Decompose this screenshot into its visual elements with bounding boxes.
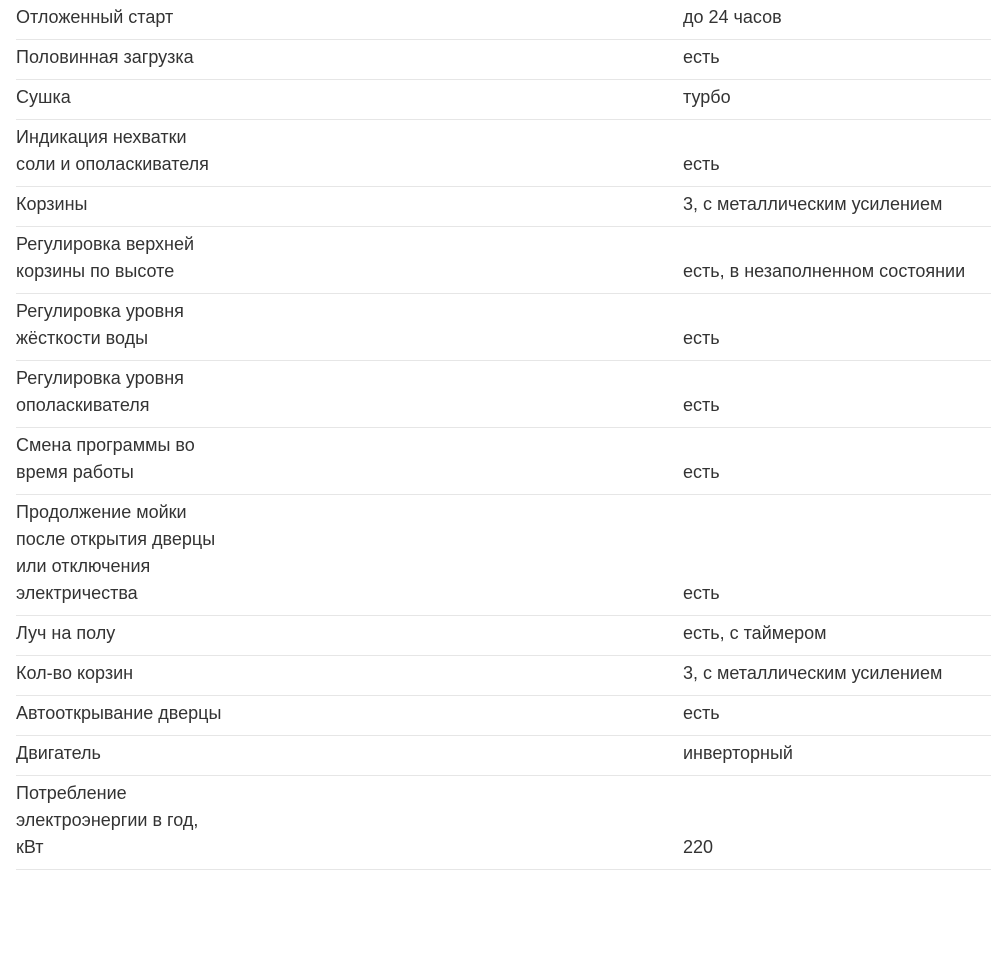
spec-label	[16, 432, 683, 486]
spec-value: 3, с металлическим усилением	[683, 663, 943, 683]
spec-label	[16, 740, 683, 767]
spec-label	[16, 84, 683, 111]
spec-label-line: время работы	[16, 462, 134, 482]
spec-value: 3, с металлическим усилением	[683, 194, 943, 214]
spec-label-line: электричества	[16, 583, 138, 603]
spec-label-line: ополаскивателя	[16, 395, 150, 415]
spec-row-salt-indicator	[16, 120, 991, 187]
specs-table	[16, 0, 991, 870]
spec-label	[16, 660, 683, 687]
spec-label	[16, 499, 683, 607]
spec-label	[16, 231, 683, 285]
spec-row-water-hardness	[16, 294, 991, 361]
spec-value: есть	[683, 703, 720, 723]
spec-label	[16, 191, 683, 218]
spec-value: инверторный	[683, 743, 793, 763]
spec-label-line: соли и ополаскивателя	[16, 154, 209, 174]
spec-label	[16, 44, 683, 71]
spec-label	[16, 780, 683, 861]
spec-row-drying	[16, 80, 991, 120]
spec-label-line: Регулировка верхней	[16, 234, 195, 254]
spec-label-line: корзины по высоте	[16, 261, 175, 281]
spec-row-baskets	[16, 187, 991, 227]
spec-value: есть	[683, 583, 720, 603]
spec-row-program-change	[16, 428, 991, 495]
spec-row-half-load	[16, 40, 991, 80]
spec-label-line: Индикация нехватки	[16, 127, 187, 147]
spec-row-floor-beam	[16, 616, 991, 656]
spec-row-upper-basket-adjust	[16, 227, 991, 294]
spec-row-resume-washing	[16, 495, 991, 616]
spec-row-delayed-start	[16, 0, 991, 40]
spec-label-line: или отключения	[16, 556, 151, 576]
spec-value: есть	[683, 47, 720, 67]
spec-value: до 24 часов	[683, 7, 782, 27]
spec-value: есть	[683, 154, 720, 174]
spec-value: есть	[683, 395, 720, 415]
spec-row-auto-door-open	[16, 696, 991, 736]
spec-label	[16, 124, 683, 178]
spec-row-basket-count	[16, 656, 991, 696]
spec-label	[16, 620, 683, 647]
spec-label-line: жёсткости воды	[16, 328, 149, 348]
spec-label-line: Сушка	[16, 87, 71, 107]
spec-value: есть	[683, 462, 720, 482]
spec-label-line: Регулировка уровня	[16, 301, 184, 321]
spec-value: 220	[683, 837, 714, 857]
spec-label-line: электроэнергии в год,	[16, 810, 199, 830]
spec-label-line: Смена программы во	[16, 435, 195, 455]
spec-label-line: Половинная загрузка	[16, 47, 194, 67]
spec-row-energy-consumption	[16, 776, 991, 870]
spec-label	[16, 365, 683, 419]
spec-label-line: после открытия дверцы	[16, 529, 216, 549]
spec-value: есть, в незаполненном состоянии	[683, 261, 966, 281]
spec-label-line: Корзины	[16, 194, 88, 214]
spec-label-line: Потребление	[16, 783, 127, 803]
spec-label	[16, 4, 683, 31]
spec-label	[16, 700, 683, 727]
spec-label-line: кВт	[16, 837, 44, 857]
spec-label-line: Регулировка уровня	[16, 368, 184, 388]
spec-value: есть, с таймером	[683, 623, 827, 643]
spec-row-rinse-aid-level	[16, 361, 991, 428]
spec-label-line: Автооткрывание дверцы	[16, 703, 222, 723]
spec-label-line: Кол-во корзин	[16, 663, 134, 683]
spec-value: есть	[683, 328, 720, 348]
spec-label-line: Луч на полу	[16, 623, 116, 643]
spec-value: турбо	[683, 87, 731, 107]
spec-row-motor	[16, 736, 991, 776]
spec-label	[16, 298, 683, 352]
spec-label-line: Отложенный старт	[16, 7, 174, 27]
spec-label-line: Продолжение мойки	[16, 502, 187, 522]
spec-label-line: Двигатель	[16, 743, 101, 763]
